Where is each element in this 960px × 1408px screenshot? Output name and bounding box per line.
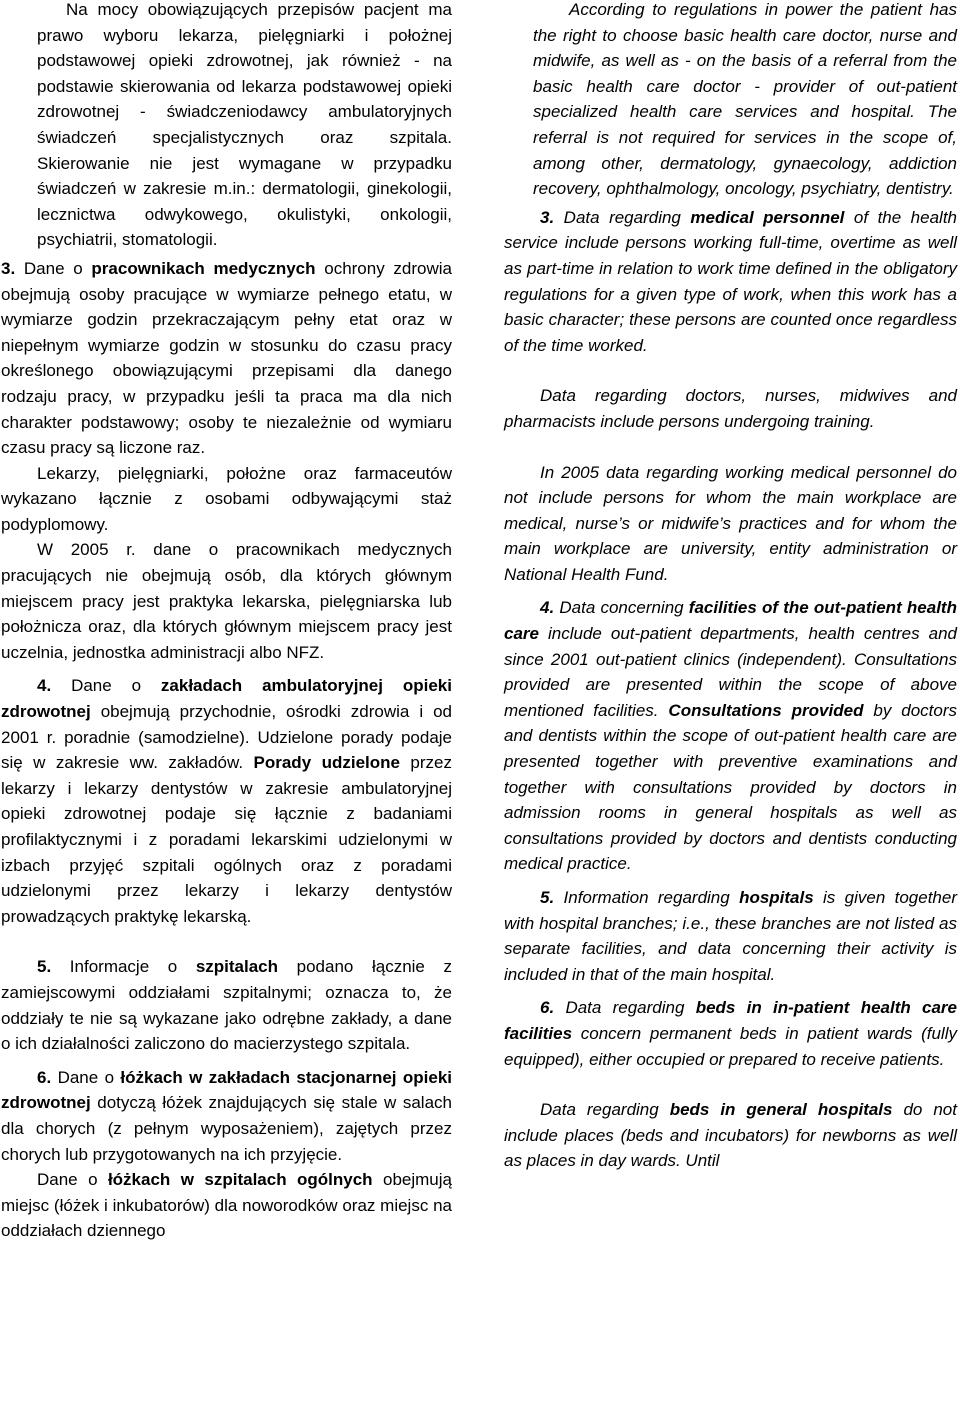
text-run: Data regarding: [540, 1100, 670, 1120]
text-run: According to regulations in power the patient has the right to choose basic health care doctor, nurse and midwife, as well as - on the basis of a referral from the basic health care doctor - provider of out-patient specialized health care services and hospital. The referral is not required for services in the scope of, among other, dermatology, gynaecology, addiction recovery, ophthalmology, oncology, psychiatry, dentistry.: [533, 0, 957, 199]
bold-text-run: 6.: [37, 1067, 58, 1087]
note-6-general-hospital-beds-pl: [1, 1167, 452, 1244]
bold-text-run: beds in general hospitals: [669, 1100, 893, 1120]
note-5-hospitals-en: [504, 885, 957, 987]
note-3-medical-personnel-pl: [1, 256, 452, 461]
bold-text-run: 4.: [540, 598, 560, 618]
bold-text-run: facilities of the out-patient health care: [504, 598, 957, 644]
text-run: Data regarding: [565, 998, 696, 1018]
bold-text-run: hospitals: [739, 888, 814, 907]
bold-text-run: 3.: [540, 207, 564, 227]
text-run: W 2005 r. dane o pracownikach medycznych pracujących nie obejmują osób, dla których głównym miejscem pracy jest praktyka lekarska, pielęgniarska lub położnicza oraz, dla których głównym miejscem pracy jest uczelnia, jednostka administracji albo NFZ.: [1, 540, 452, 662]
bold-text-run: zakładach ambulatoryjnej opieki zdrowotnej: [1, 676, 452, 722]
text-run: by doctors and dentists within the scope of out-patient health care are presented together with preventive examinations and together with consultations provided by doctors in admission rooms in general hospitals as well as consultations provided by doctors and dentists conducting medical practice.: [504, 700, 958, 874]
bold-text-run: szpitalach: [195, 957, 279, 977]
text-run: Data regarding: [563, 207, 691, 227]
note-3-trainees-en: [504, 383, 957, 434]
note-6-beds-en: [504, 995, 957, 1072]
text-run: Dane o: [57, 1067, 121, 1087]
note-3-medical-personnel-en: [504, 205, 957, 359]
text-run: Lekarzy, pielęgniarki, położne oraz farmaceutów wykazano łącznie z osobami odbywającymi staż podyplomowy.: [1, 463, 452, 534]
text-run: In 2005 data regarding working medical personnel do not include persons for whom the main workplace are medical, nurse’s or midwife’s practices and for whom the main workplace are university, entity administration or National Health Fund.: [504, 462, 957, 584]
text-run: podano łącznie z zamiejscowymi oddziałami szpitalnymi; oznacza to, że oddziały te nie są wykazane jako odrębne zakłady, a dane o ich działalności zaliczono do macierzystego szpitala.: [1, 957, 452, 1054]
text-run: of the health service include persons working full-time, overtime as well as part-time in relation to work time defined in the obligatory regulations for a given type of work, when this work has a basic character; these persons are counted once regardless of the time worked.: [504, 207, 957, 355]
text-run: concern permanent beds in patient wards (fully equipped), either occupied or prepared to receive patients.: [504, 1023, 957, 1069]
text-run: do not include places (beds and incubators) for newborns as well as places in day wards. Until: [504, 1100, 957, 1171]
text-run: przez lekarzy i lekarzy dentystów w zakresie ambulatoryjnej opieki zdrowotnej podaje się łącznie z badaniami profilaktycznymi i z poradami lekarskimi udzielonymi w izbach przyjęć szpitali ogólnych oraz z poradami udzielonymi przez lekarzy i lekarzy dentystów prowadzących praktykę lekarską.: [1, 753, 452, 926]
bold-text-run: 6.: [540, 998, 566, 1018]
text-run: Dane o: [37, 1170, 108, 1190]
text-run: Data regarding doctors, nurses, midwives and pharmacists include persons undergoing training.: [504, 386, 957, 431]
text-run: Data concerning: [559, 598, 689, 618]
text-run: Informacje o: [69, 957, 196, 977]
bold-text-run: 5.: [37, 957, 70, 977]
bold-text-run: Porady udzielone: [253, 753, 400, 773]
intro-paragraph-en: [504, 0, 957, 202]
intro-paragraph-pl: [1, 0, 452, 253]
text-run: obejmują przychodnie, ośrodki zdrowia i od 2001 r. poradnie (samodzielne). Udzielone porady podaje się w zakresie ww. zakładów.: [1, 702, 452, 773]
bold-text-run: 3.: [1, 258, 24, 278]
note-4-outpatient-facilities-en: [504, 595, 957, 877]
text-run: Na mocy obowiązujących przepisów pacjent ma prawo wyboru lekarza, pielęgniarki i położnej podstawowej opieki zdrowotnej, jak również - na podstawie skierowania od lekarza podstawowej opieki zdrowotnej - świadczeniodawcy ambulatoryjnych świadczeń specjalistycznych oraz szpitala. Skierowanie nie jest wymagane w przypadku świadczeń w zakresie m.in.: dermatologii, ginekologii, lecznictwa odwykowego, okulistyki, onkologii, psychiatrii, stomatologii.: [37, 0, 452, 250]
bold-text-run: medical personnel: [690, 207, 845, 227]
bold-text-run: beds in in-patient health care facilities: [504, 998, 958, 1043]
bold-text-run: Consultations provided: [668, 700, 864, 720]
text-run: Dane o: [23, 258, 92, 278]
english-text-column: [504, 0, 957, 1174]
note-4-outpatient-facilities-pl: [1, 673, 452, 929]
text-run: dotyczą łóżek znajdujących się stale w salach dla chorych (z pełnym wyposażeniem), zajętych przez chorych lub przygotowanych na ich przyjęcie.: [1, 1093, 452, 1164]
note-6-general-hospital-beds-en: [504, 1097, 957, 1174]
note-3-year-2005-pl: [1, 537, 452, 665]
note-3-year-2005-en: [504, 460, 957, 588]
text-run: Dane o: [71, 676, 161, 696]
note-6-beds-pl: [1, 1065, 452, 1167]
text-run: ochrony zdrowia obejmują osoby pracujące w wymiarze pełnego etatu, w wymiarze godzin przekraczającym pełny etat oraz w niepełnym wymiarze godzin w stosunku do czasu pracy określonego obowiązującymi przepisami dla danego rodzaju pracy, w przypadku jeśli ta praca ma dla nich charakter podstawowy; osoby te niezależnie od wymiaru czasu pracy są liczone raz.: [1, 258, 452, 458]
text-run: obejmują miejsc (łóżek i inkubatorów) dla noworodków oraz miejsc na oddziałach dziennego: [1, 1170, 452, 1241]
bold-text-run: 5.: [540, 888, 564, 907]
note-3-trainees-pl: [1, 461, 452, 538]
bold-text-run: pracownikach medycznych: [91, 258, 316, 278]
note-5-hospitals-pl: [1, 954, 452, 1056]
bold-text-run: 4.: [37, 676, 72, 696]
text-run: include out-patient departments, health centres and since 2001 out-patient clinics (independent). Consultations provided are presented within the scope of above mentioned facilities.: [504, 624, 957, 720]
bold-text-run: łóżkach w szpitalach ogólnych: [107, 1170, 373, 1190]
text-run: is given together with hospital branches; i.e., these branches are not listed as separate facilities, and data concerning their activity is included in that of the main hospital.: [504, 888, 957, 984]
polish-text-column: [1, 0, 452, 1244]
bold-text-run: łóżkach w zakładach stacjonarnej opieki zdrowotnej: [1, 1067, 453, 1113]
text-run: Information regarding: [563, 888, 740, 907]
